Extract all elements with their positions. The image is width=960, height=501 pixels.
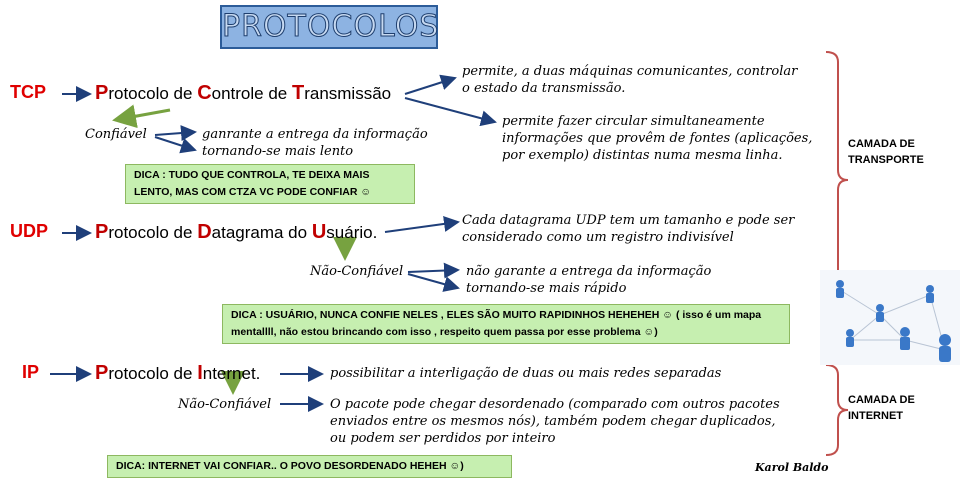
tcp-desc1: permite, a duas máquinas comunicantes, controlar o estado da transmissão. xyxy=(462,64,798,96)
tcp-reliability-desc: ganrante a entrega da informação tornando-se mais lento xyxy=(202,127,428,159)
udp-desc: Cada datagrama UDP tem um tamanho e pode ser considerado como um registro indivisível xyxy=(462,213,795,245)
ip-reliability: Não-Confiável xyxy=(178,397,272,412)
tcp-reliability: Confiável xyxy=(85,127,147,142)
network-people-image xyxy=(820,270,960,365)
tcp-desc2-arrow xyxy=(405,98,495,122)
tcp-desc1-arrow xyxy=(405,78,455,94)
udp-rel-arrow1 xyxy=(408,270,458,272)
tcp-fullname: Protocolo de Controle de Transmissão xyxy=(95,82,392,104)
ip-fullname: Protocolo de Internet. xyxy=(95,362,261,384)
tcp-rel-arrow2 xyxy=(155,137,195,150)
tcp-acronym: TCP xyxy=(10,82,46,102)
internet-layer-label: CAMADA DE INTERNET xyxy=(848,394,915,422)
page-title: PROTOCOLOS xyxy=(222,9,440,44)
udp-desc-arrow xyxy=(385,222,458,232)
udp-tip: DICA : USUÁRIO, NUNCA CONFIE NELES , ELES SÃO MUITO RAPIDINHOS HEHEHEH ☺ ( isso é um mapa mentallll, não estou brincando com isso , respeito quem passa por esse problema ☺) xyxy=(222,304,790,344)
internet-bracket xyxy=(826,365,848,455)
udp-rel-arrow2 xyxy=(408,274,458,288)
tcp-tip: DICA : TUDO QUE CONTROLA, TE DEIXA MAIS LENTO, MAS COM CTZA VC PODE CONFIAR ☺ xyxy=(125,164,415,204)
tcp-green-arrow xyxy=(115,110,170,120)
ip-acronym: IP xyxy=(22,362,40,382)
udp-acronym: UDP xyxy=(10,221,49,241)
transport-layer-label: CAMADA DE TRANSPORTE xyxy=(848,138,924,166)
tcp-rel-arrow1 xyxy=(155,132,195,135)
tcp-desc2: permite fazer circular simultaneamente informações que provêm de fontes (aplicações, por exemplo) distintas numa mesma linha. xyxy=(502,114,813,163)
ip-tip: DICA: INTERNET VAI CONFIAR.. O POVO DESORDENADO HEHEH ☺) xyxy=(107,455,512,478)
author-signature: Karol Baldo xyxy=(755,461,829,474)
udp-reliability: Não-Confiável xyxy=(310,264,404,279)
transport-bracket xyxy=(826,52,848,300)
ip-reliability-desc: O pacote pode chegar desordenado (comparado com outros pacotes enviados entre os mesmos nós), também podem chegar duplicados, ou podem ser perdidos por inteiro xyxy=(330,397,780,446)
udp-reliability-desc: não garante a entrega da informação tornando-se mais rápido xyxy=(466,264,712,296)
ip-desc: possibilitar a interligação de duas ou mais redes separadas xyxy=(330,366,722,381)
udp-fullname: Protocolo de Datagrama do Usuário. xyxy=(95,221,378,243)
